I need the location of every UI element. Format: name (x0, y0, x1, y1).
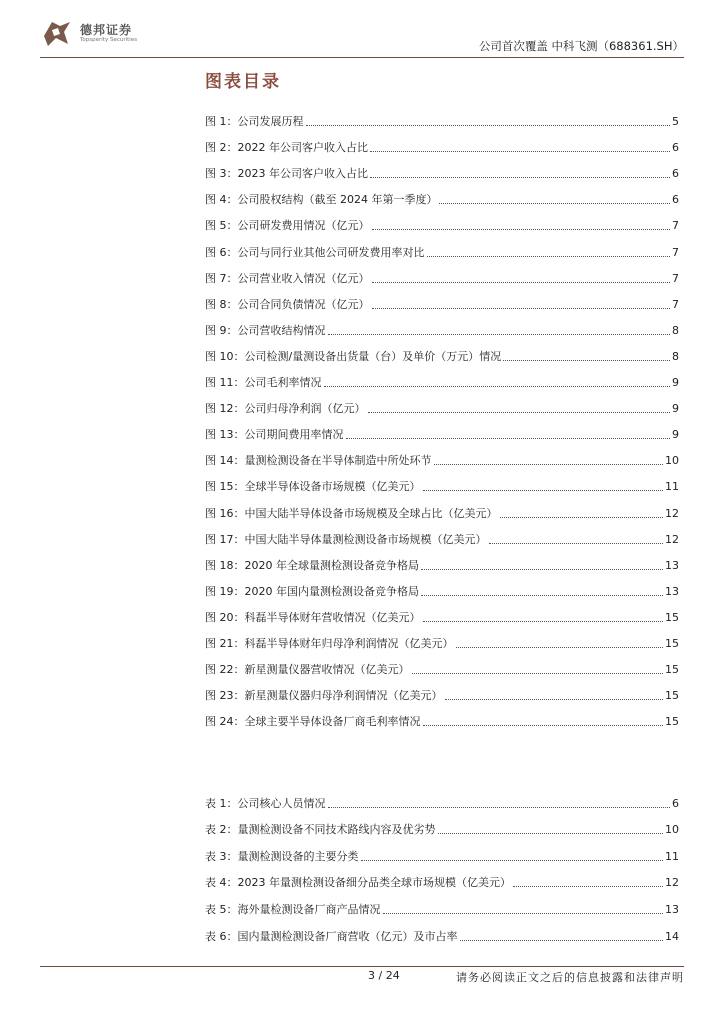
dot-leader (421, 595, 663, 596)
dot-leader (372, 308, 671, 309)
entry-label: 图 21：科磊半导体财年归母净利润情况（亿美元） (205, 636, 454, 650)
table-list (205, 784, 679, 944)
entry-label: 表 6：国内量测检测设备厂商营收（亿元）及市占率 (205, 929, 458, 943)
toc-figure-entry[interactable] (205, 338, 679, 364)
entry-page-number: 6 (672, 167, 679, 181)
toc-figure-entry[interactable] (205, 573, 679, 599)
entry-page-number: 9 (672, 402, 679, 416)
entry-page-number: 7 (672, 245, 679, 259)
entry-label: 图 5：公司研发费用情况（亿元） (205, 219, 370, 233)
entry-page-number: 15 (665, 715, 679, 729)
dot-leader (328, 807, 671, 808)
entry-page-number: 11 (665, 849, 679, 863)
logo-mark-icon (40, 16, 74, 50)
toc-table-entry[interactable] (205, 917, 679, 944)
entry-label: 图 14：量测检测设备在半导体制造中所处环节 (205, 454, 432, 468)
dot-leader (460, 940, 664, 941)
toc-figure-entry[interactable] (205, 651, 679, 677)
entry-label: 图 22：新星测量仪器营收情况（亿美元） (205, 663, 410, 677)
dot-leader (423, 725, 664, 726)
dot-leader (439, 203, 670, 204)
entry-page-number: 10 (665, 454, 679, 468)
toc-figure-entry[interactable] (205, 521, 679, 547)
entry-page-number: 12 (665, 506, 679, 520)
toc-figure-entry[interactable] (205, 468, 679, 494)
entry-page-number: 8 (672, 323, 679, 337)
toc-figure-entry[interactable] (205, 599, 679, 625)
entry-label: 图 18：2020 年全球量测检测设备竞争格局 (205, 558, 419, 572)
company-logo (40, 16, 150, 50)
entry-label: 图 16：中国大陆半导体设备市场规模及全球占比（亿美元） (205, 506, 498, 520)
entry-label: 图 15：全球半导体设备市场规模（亿美元） (205, 480, 421, 494)
entry-label: 图 24：全球主要半导体设备厂商毛利率情况 (205, 715, 421, 729)
entry-label: 图 2：2022 年公司客户收入占比 (205, 141, 368, 155)
entry-label: 表 1：公司核心人员情况 (205, 796, 326, 810)
toc-figure-entry[interactable] (205, 155, 679, 181)
toc-table-entry[interactable] (205, 864, 679, 891)
toc-table-entry[interactable] (205, 784, 679, 811)
entry-page-number: 13 (665, 902, 679, 916)
entry-label: 表 3：量测检测设备的主要分类 (205, 849, 359, 863)
entry-label: 表 4：2023 年量测检测设备细分品类全球市场规模（亿美元） (205, 876, 511, 890)
dot-leader (438, 833, 664, 834)
entry-page-number: 14 (665, 929, 679, 943)
entry-label: 图 11：公司毛利率情况 (205, 376, 322, 390)
dot-leader (421, 569, 663, 570)
toc-table-entry[interactable] (205, 811, 679, 838)
entry-page-number: 13 (665, 558, 679, 572)
dot-leader (368, 412, 671, 413)
report-title: 公司首次覆盖 中科飞测（688361.SH） (478, 39, 684, 53)
entry-page-number: 6 (672, 193, 679, 207)
entry-label: 表 5：海外量检测设备厂商产品情况 (205, 902, 381, 916)
dot-leader (372, 282, 671, 283)
toc-figure-entry[interactable] (205, 442, 679, 468)
entry-page-number: 15 (665, 663, 679, 677)
entry-page-number: 11 (665, 480, 679, 494)
entry-label: 图 20：科磊半导体财年营收情况（亿美元） (205, 610, 421, 624)
toc-heading: 图表目录 (205, 72, 281, 92)
dot-leader (427, 256, 671, 257)
toc-figure-entry[interactable] (205, 494, 679, 520)
entry-page-number: 6 (672, 796, 679, 810)
logo-text-cn: 德邦证券 (80, 23, 133, 37)
entry-label: 图 6：公司与同行业其他公司研发费用率对比 (205, 245, 425, 259)
entry-label: 图 1：公司发展历程 (205, 115, 304, 129)
entry-page-number: 6 (672, 141, 679, 155)
dot-leader (423, 490, 664, 491)
dot-leader (346, 438, 671, 439)
dot-leader (328, 334, 671, 335)
entry-page-number: 5 (672, 115, 679, 129)
dot-leader (489, 543, 664, 544)
dot-leader (372, 229, 671, 230)
toc-figure-entry[interactable] (205, 703, 679, 729)
entry-label: 图 19：2020 年国内量测检测设备竞争格局 (205, 584, 419, 598)
logo-text-en: Topsperity Securities (80, 37, 138, 43)
entry-label: 表 2：量测检测设备不同技术路线内容及优劣势 (205, 823, 436, 837)
disclaimer-note: 请务必阅读正文之后的信息披露和法律声明 (456, 971, 684, 984)
toc-figure-entry[interactable] (205, 390, 679, 416)
dot-leader (306, 125, 671, 126)
toc-figure-entry[interactable] (205, 207, 679, 233)
toc-figure-entry[interactable] (205, 312, 679, 338)
toc-figure-entry[interactable] (205, 416, 679, 442)
dot-leader (361, 860, 664, 861)
dot-leader (412, 673, 664, 674)
toc-table-entry[interactable] (205, 837, 679, 864)
toc-figure-entry[interactable] (205, 625, 679, 651)
header-divider (40, 57, 684, 58)
entry-page-number: 15 (665, 689, 679, 703)
toc-figure-entry[interactable] (205, 260, 679, 286)
entry-label: 图 17：中国大陆半导体量测检测设备市场规模（亿美元） (205, 532, 487, 546)
toc-figure-entry[interactable] (205, 233, 679, 259)
dot-leader (456, 647, 664, 648)
page-header (40, 16, 684, 56)
entry-label: 图 7：公司营业收入情况（亿元） (205, 271, 370, 285)
page-number: 3 / 24 (368, 969, 400, 982)
entry-page-number: 15 (665, 610, 679, 624)
entry-label: 图 4：公司股权结构（截至 2024 年第一季度） (205, 193, 438, 207)
toc-figure-entry[interactable] (205, 677, 679, 703)
toc-figure-entry[interactable] (205, 286, 679, 312)
entry-page-number: 10 (665, 823, 679, 837)
entry-page-number: 12 (665, 876, 679, 890)
toc-figure-entry[interactable] (205, 547, 679, 573)
dot-leader (423, 621, 664, 622)
entry-page-number: 15 (665, 636, 679, 650)
dot-leader (500, 517, 664, 518)
entry-page-number: 7 (672, 219, 679, 233)
dot-leader (434, 464, 664, 465)
entry-label: 图 10：公司检测/量测设备出货量（台）及单价（万元）情况 (205, 349, 502, 363)
figure-list (205, 103, 679, 729)
dot-leader (513, 886, 663, 887)
dot-leader (324, 386, 671, 387)
entry-page-number: 13 (665, 584, 679, 598)
toc-figure-entry[interactable] (205, 103, 679, 129)
toc-figure-entry[interactable] (205, 181, 679, 207)
dot-leader (383, 913, 664, 914)
dot-leader (370, 151, 670, 152)
dot-leader (445, 699, 664, 700)
toc-figure-entry[interactable] (205, 364, 679, 390)
entry-page-number: 9 (672, 428, 679, 442)
footer-divider (40, 966, 684, 967)
entry-label: 图 12：公司归母净利润（亿元） (205, 402, 366, 416)
dot-leader (503, 360, 670, 361)
entry-label: 图 3：2023 年公司客户收入占比 (205, 167, 368, 181)
entry-page-number: 8 (672, 349, 679, 363)
entry-page-number: 9 (672, 376, 679, 390)
dot-leader (370, 177, 670, 178)
entry-label: 图 8：公司合同负债情况（亿元） (205, 297, 370, 311)
entry-label: 图 9：公司营收结构情况 (205, 323, 326, 337)
entry-label: 图 13：公司期间费用率情况 (205, 428, 344, 442)
entry-page-number: 7 (672, 271, 679, 285)
entry-page-number: 12 (665, 532, 679, 546)
toc-table-entry[interactable] (205, 890, 679, 917)
entry-page-number: 7 (672, 297, 679, 311)
entry-label: 图 23：新星测量仪器归母净利润情况（亿美元） (205, 689, 443, 703)
toc-figure-entry[interactable] (205, 129, 679, 155)
